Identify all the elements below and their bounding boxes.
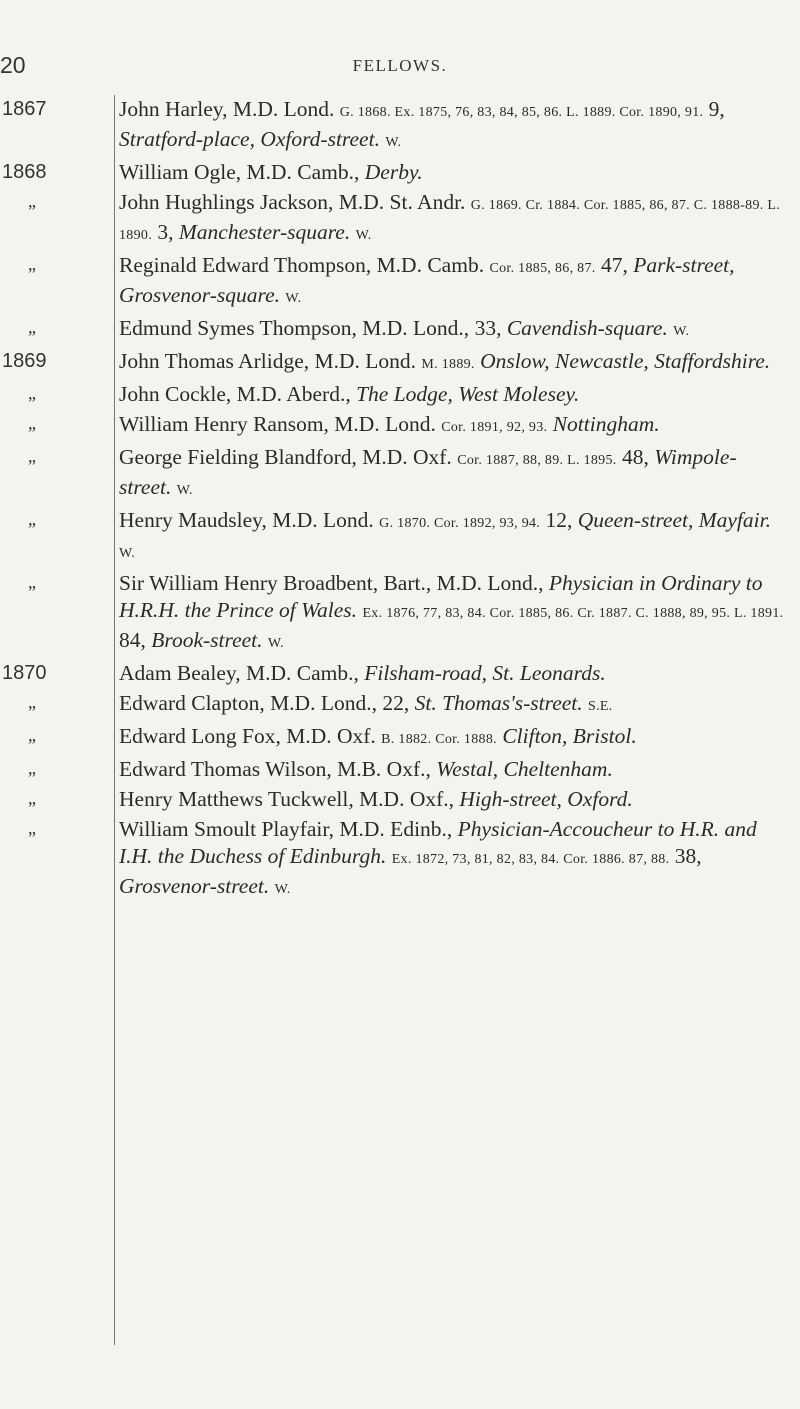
address: Derby. — [364, 160, 423, 184]
college-offices: Cor. 1891, 92, 93. — [441, 420, 548, 435]
fellow-name: William Ogle, M.D. Camb., — [119, 160, 360, 184]
fellow-name: Edward Clapton, M.D. Lond., — [119, 691, 377, 715]
fellow-name: William Henry Ransom, M.D. Lond. — [119, 412, 436, 436]
fellow-name: Reginald Edward Thompson, M.D. Camb. — [119, 253, 485, 277]
address: Park-street, Grosvenor-square. — [119, 253, 735, 307]
fellow-name: Sir William Henry Broadbent, Bart., M.D. Lond., — [119, 571, 544, 595]
address: Stratford-place, Oxford-street. — [119, 127, 380, 151]
college-offices: G. 1868. Ex. 1875, 76, 83, 84, 85, 86. L. 1889. Cor. 1890, 91. — [339, 105, 704, 120]
college-offices: M. 1889. — [421, 357, 475, 372]
address: Filsham-road, St. Leonards. — [364, 661, 606, 685]
election-year: „ — [28, 446, 36, 466]
address: St. Thomas's-street. — [414, 691, 583, 715]
fellow-entry — [0, 315, 800, 345]
fellow-entry — [0, 786, 800, 813]
address-number: 12, — [545, 508, 573, 532]
fellow-name: John Hughlings Jackson, M.D. St. Andr. — [119, 190, 466, 214]
college-offices: Cor. 1885, 86, 87. — [489, 261, 596, 276]
fellow-title: Physician in Ordinary to H.R.H. the Prince of Wales. — [119, 571, 763, 622]
college-offices: B. 1882. Cor. 1888. — [381, 732, 497, 747]
postal-district: W. — [285, 291, 302, 306]
postal-district: W. — [385, 135, 402, 150]
election-year: 1869 — [2, 350, 47, 372]
fellow-entry — [0, 189, 800, 249]
election-year: „ — [28, 725, 36, 745]
election-year: „ — [28, 254, 36, 274]
fellow-entry — [0, 816, 800, 903]
address: Manchester-square. — [178, 220, 351, 244]
running-head: FELLOWS. — [352, 56, 448, 75]
address: Westal, Cheltenham. — [436, 757, 613, 781]
college-offices: Ex. 1876, 77, 83, 84. Cor. 1885, 86. Cr. 1887. C. 1888, 89, 95. L. 1891. — [362, 606, 784, 621]
address-number: 9, — [708, 97, 725, 121]
address: Cavendish-square. — [506, 316, 668, 340]
election-year: 1867 — [2, 98, 47, 120]
fellow-name: John Thomas Arlidge, M.D. Lond. — [119, 349, 417, 373]
college-offices: G. 1869. Cr. 1884. Cor. 1885, 86, 87. C. 1888-89. L. 1890. — [119, 198, 781, 243]
election-year: „ — [28, 788, 36, 808]
fellow-name: Henry Matthews Tuckwell, M.D. Oxf., — [119, 787, 455, 811]
postal-district: W. — [274, 882, 291, 897]
address-number: 48, — [621, 445, 649, 469]
fellow-entry — [0, 159, 800, 186]
fellow-name: John Harley, M.D. Lond. — [119, 97, 335, 121]
election-year: „ — [28, 572, 36, 592]
fellow-name: John Cockle, M.D. Aberd., — [119, 382, 351, 406]
election-year: „ — [28, 509, 36, 529]
address: Grosvenor-street. — [119, 874, 270, 898]
election-year: „ — [28, 758, 36, 778]
postal-district: S.E. — [588, 699, 613, 714]
election-year: „ — [28, 818, 36, 838]
fellows-list — [0, 96, 800, 906]
postal-district: W. — [119, 546, 136, 561]
address-number: 47, — [600, 253, 628, 277]
address: High-street, Oxford. — [459, 787, 633, 811]
address: Brook-street. — [151, 628, 263, 652]
fellow-title: Physician-Accoucheur to H.R. and I.H. the Duchess of Edinburgh. — [119, 817, 757, 868]
address: Onslow, Newcastle, Staffordshire. — [480, 349, 771, 373]
election-year: „ — [28, 383, 36, 403]
college-offices: Cor. 1887, 88, 89. L. 1895. — [457, 453, 617, 468]
election-year: 1868 — [2, 161, 47, 183]
fellow-name: Edmund Symes Thompson, M.D. Lond., — [119, 316, 470, 340]
address-number: 33, — [474, 316, 502, 340]
address: Queen-street, Mayfair. — [577, 508, 771, 532]
fellow-name: Edward Long Fox, M.D. Oxf. — [119, 724, 376, 748]
address: The Lodge, West Molesey. — [356, 382, 580, 406]
fellow-entry — [0, 690, 800, 720]
fellow-entry — [0, 381, 800, 408]
address: Clifton, Bristol. — [502, 724, 637, 748]
fellow-entry — [0, 660, 800, 687]
address-number: 38, — [674, 844, 702, 868]
fellow-entry — [0, 96, 800, 156]
election-year: „ — [28, 692, 36, 712]
fellow-name: Henry Maudsley, M.D. Lond. — [119, 508, 374, 532]
fellow-name: Adam Bealey, M.D. Camb., — [119, 661, 359, 685]
postal-district: W. — [267, 636, 284, 651]
postal-district: W. — [176, 483, 193, 498]
fellow-entry — [0, 444, 800, 504]
college-offices: Ex. 1872, 73, 81, 82, 83, 84. Cor. 1886. 87, 88. — [391, 852, 670, 867]
postal-district: W. — [673, 324, 690, 339]
fellow-entry — [0, 252, 800, 312]
fellow-entry — [0, 411, 800, 441]
postal-district: W. — [355, 228, 372, 243]
fellow-name: William Smoult Playfair, M.D. Edinb., — [119, 817, 453, 841]
election-year: „ — [28, 191, 36, 211]
address-number: 22, — [382, 691, 410, 715]
page-number: 20 — [0, 52, 26, 78]
fellow-name: Edward Thomas Wilson, M.B. Oxf., — [119, 757, 431, 781]
election-year: 1870 — [2, 662, 47, 684]
election-year: „ — [28, 317, 36, 337]
election-year: „ — [28, 413, 36, 433]
fellow-entry — [0, 756, 800, 783]
fellow-entry — [0, 570, 800, 657]
fellow-entry — [0, 507, 800, 567]
address: Nottingham. — [552, 412, 660, 436]
college-offices: G. 1870. Cor. 1892, 93, 94. — [379, 516, 541, 531]
fellow-name: George Fielding Blandford, M.D. Oxf. — [119, 445, 452, 469]
address-number: 84, — [119, 628, 146, 652]
fellow-entry — [0, 348, 800, 378]
fellow-entry — [0, 723, 800, 753]
address: Wimpole-street. — [119, 445, 737, 499]
address-number: 3, — [157, 220, 174, 244]
